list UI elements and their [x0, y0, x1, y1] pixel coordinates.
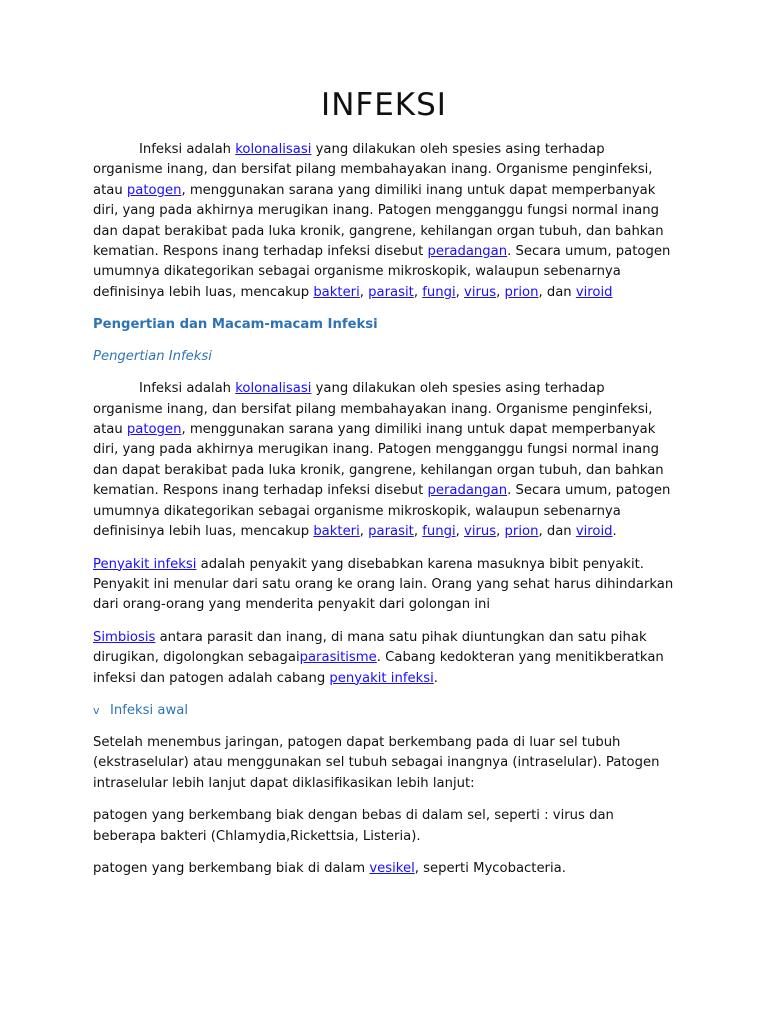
link-vesikel[interactable]: vesikel: [369, 860, 415, 876]
intro-text-3: , menggunakan sarana yang dimiliki inang untuk dapat memperbanyak diri, yang pada akhirnya merugikan inang. Patogen mengganggu fungsi normal inang dan dapat berakibat pada luka kronik, gangrene, kehilangan organ tubuh, dan bahkan kematian. Respons inang terhadap infeksi disebut: [93, 182, 664, 260]
link-simbiosis[interactable]: Simbiosis: [93, 629, 156, 645]
vesicle-paragraph: [93, 859, 675, 879]
link-penyakit-infeksi[interactable]: penyakit infeksi: [329, 670, 434, 686]
link-patogen[interactable]: patogen: [126, 182, 182, 198]
separator: ,: [455, 284, 465, 300]
separator: , dan: [538, 524, 576, 540]
link-viroid[interactable]: viroid: [575, 524, 613, 540]
bullet-heading: [93, 701, 675, 721]
para7-text-2: , seperti Mycobacteria.: [414, 860, 566, 876]
separator: ,: [496, 284, 505, 300]
separator: ,: [413, 284, 423, 300]
para4-text-2: . Cabang kedokteran yang menitikberatkan infeksi dan patogen adalah cabang: [93, 650, 664, 686]
link-prion[interactable]: prion: [504, 284, 539, 300]
para2-text-1: Infeksi adalah: [139, 381, 236, 397]
document-title: INFEKSI: [321, 87, 447, 123]
subsection-heading: Pengertian Infeksi: [93, 349, 212, 365]
para7-text-1: patogen yang berkembang biak di dalam: [93, 860, 370, 876]
link-peradangan[interactable]: peradangan: [427, 483, 508, 499]
link-patogen[interactable]: patogen: [126, 422, 182, 438]
link-virus[interactable]: virus: [464, 524, 497, 540]
bullet-heading-label: Infeksi awal: [110, 702, 188, 718]
link-viroid[interactable]: viroid: [575, 284, 613, 300]
para4-text-1: antara parasit dan inang, di mana satu pihak diuntungkan dan satu pihak dirugikan, digolongkan sebagai: [93, 629, 647, 666]
para4-end: .: [433, 670, 438, 686]
para2-text-2: yang dilakukan oleh spesies asing terhadap organisme inang, dan bersifat pilang membahayakan inang. Organisme penginfeksi, atau: [93, 381, 653, 438]
link-penyakit-infeksi[interactable]: Penyakit infeksi: [93, 556, 197, 572]
link-kolonisasi[interactable]: kolonalisasi: [235, 381, 312, 397]
link-parasit[interactable]: parasit: [368, 524, 414, 540]
separator: ,: [413, 524, 423, 540]
separator: , dan: [538, 284, 576, 300]
simbiosis-paragraph: [93, 628, 675, 689]
link-parasitisme[interactable]: parasitisme: [299, 650, 377, 666]
intro-text-4: . Secara umum, patogen umumnya dikategorikan sebagai organisme mikroskopik, walaupun sebenarnya definisinya lebih luas, mencakup: [93, 244, 671, 300]
section-heading: Pengertian dan Macam-macam Infeksi: [93, 317, 378, 333]
bullet-marker: v: [93, 703, 100, 717]
link-prion[interactable]: prion: [504, 524, 539, 540]
separator: ,: [455, 524, 465, 540]
link-fungi[interactable]: fungi: [422, 524, 456, 540]
para2-text-3: , menggunakan sarana yang dimiliki inang untuk dapat memperbanyak diri, yang pada akhirnya merugikan inang. Patogen mengganggu fungsi normal inang dan dapat berakibat pada luka kronik, gangrene, kehilangan organ tubuh, dan bahkan kematian. Respons inang terhadap infeksi disebut: [93, 422, 664, 499]
separator: ,: [359, 524, 369, 540]
link-parasit[interactable]: parasit: [368, 284, 414, 300]
para2-text-4: . Secara umum, patogen umumnya dikategorikan sebagai organisme mikroskopik, walaupun sebenarnya definisinya lebih luas, mencakup: [93, 483, 671, 540]
separator: ,: [359, 284, 369, 300]
link-peradangan[interactable]: peradangan: [427, 244, 508, 260]
separator: ,: [496, 524, 505, 540]
intro-text-1: Infeksi adalah: [139, 142, 236, 157]
link-kolonisasi[interactable]: kolonalisasi: [235, 142, 312, 157]
link-virus[interactable]: virus: [464, 284, 497, 300]
intracellular-free-paragraph: patogen yang berkembang biak dengan bebas di dalam sel, seperti : virus dan beberapa bakteri (Chlamydia,Rickettsia, Listeria).: [93, 808, 614, 844]
penyakit-infeksi-paragraph: [93, 555, 675, 616]
para2-end: .: [612, 524, 617, 540]
link-bakteri[interactable]: bakteri: [313, 524, 360, 540]
link-bakteri[interactable]: bakteri: [313, 284, 360, 300]
link-fungi[interactable]: fungi: [422, 284, 456, 300]
definition-paragraph: [93, 379, 675, 542]
intro-text-2: yang dilakukan oleh spesies asing terhadap organisme inang, dan bersifat pilang membahayakan inang. Organisme penginfeksi, atau: [93, 142, 653, 198]
infeksi-awal-paragraph: Setelah menembus jaringan, patogen dapat berkembang pada di luar sel tubuh (ekstraselular) atau menggunakan sel tubuh sebagai inangnya (intraselular). Patogen intraselular lebih lanjut dapat diklasifikasikan lebih lanjut:: [93, 734, 660, 791]
para3-text: adalah penyakit yang disebabkan karena masuknya bibit penyakit. Penyakit ini menular dari satu orang ke orang lain. Orang yang sehat harus dihindarkan dari orang-orang yang menderita penyakit dari golongan ini: [93, 556, 674, 613]
intro-paragraph: [93, 140, 675, 303]
